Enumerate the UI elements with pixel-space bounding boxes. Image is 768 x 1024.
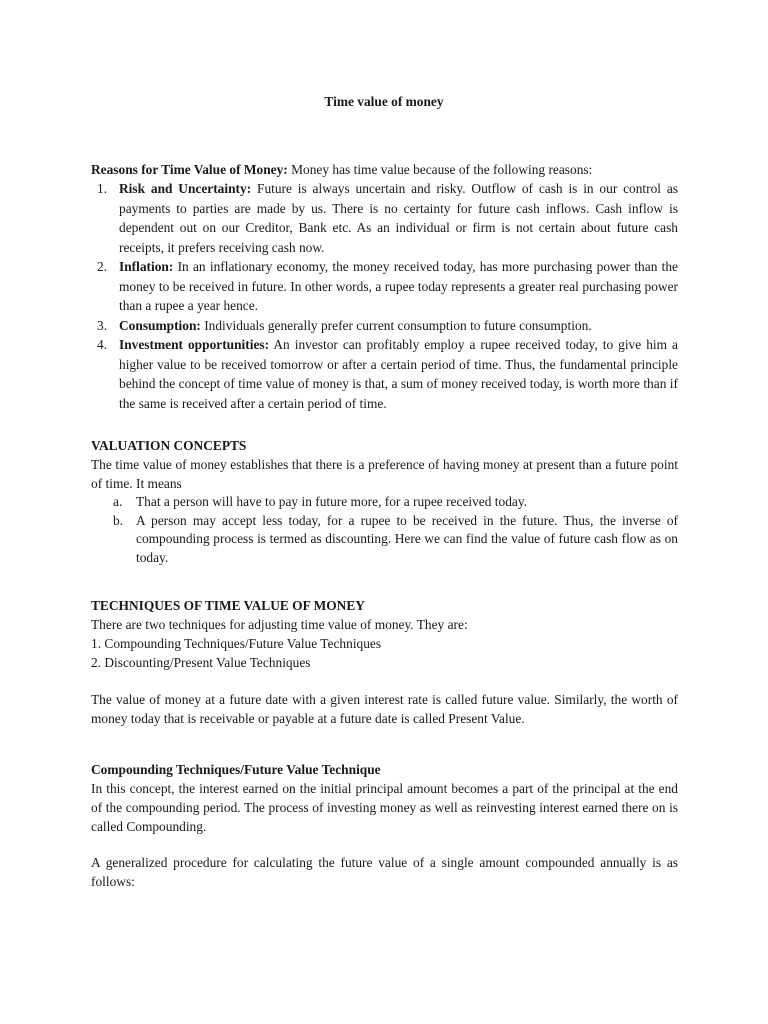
reason-text: In an inflationary economy, the money received today, has more purchasing power than the money to be received in future. In other words, a rupee today represents a greater real purchasing power than a rupee a year hence. (119, 259, 678, 313)
valuation-text: That a person will have to pay in future more, for a rupee received today. (136, 494, 528, 509)
compounding-heading: Compounding Techniques/Future Value Technique (91, 762, 381, 777)
reasons-heading: Reasons for Time Value of Money: (91, 162, 288, 177)
page-title: Time value of money (324, 94, 444, 109)
valuation-section (91, 436, 678, 567)
reason-number: 2. (97, 259, 108, 274)
technique-item-1: 1. Compounding Techniques/Future Value Techniques (91, 636, 382, 651)
reason-term: Risk and Uncertainty: (119, 181, 252, 196)
techniques-intro: There are two techniques for adjusting time value of money. They are: (91, 617, 468, 632)
valuation-item-a (91, 493, 678, 512)
valuation-letter: a. (113, 494, 123, 509)
reason-item-1 (91, 179, 678, 257)
techniques-section (91, 596, 678, 672)
techniques-heading: TECHNIQUES OF TIME VALUE OF MONEY (91, 598, 365, 613)
valuation-heading: VALUATION CONCEPTS (91, 438, 247, 453)
reason-text: An investor can profitably employ a rupee received today, to give him a higher value to be received tomorrow or after a certain period of time. Thus, the fundamental principle behind the concept of time value of money is that, a sum of money received today, is worth more than if the same is received after a certain period of time. (119, 337, 678, 411)
reason-number: 4. (97, 337, 108, 352)
valuation-letter: b. (113, 512, 124, 528)
reason-term: Inflation: (119, 259, 174, 274)
reasons-list (91, 179, 678, 413)
value-definition-paragraph: The value of money at a future date with a given interest rate is called future value. Similarly, the worth of money today that is receivable or payable at a future date is called Present Value. (91, 692, 678, 726)
reason-number: 3. (97, 317, 108, 333)
technique-item-2: 2. Discounting/Present Value Techniques (91, 655, 311, 670)
reasons-section (91, 160, 678, 413)
reason-term: Consumption: (119, 317, 201, 333)
reason-text: Future is always uncertain and risky. Outflow of cash is in our control as payments to parties are made by us. There is no certainty for future cash inflows. Cash inflow is dependent out on our Creditor, Bank etc. As an individual or firm is not certain about future cash receipts, it prefers receiving cash now. (119, 181, 679, 255)
compounding-paragraph: In this concept, the interest earned on the initial principal amount becomes a part of the principal at the end of the compounding period. The process of investing money as well as reinvesting interest earned there on is called Compounding. (91, 781, 678, 834)
compounding-section (91, 760, 678, 836)
reason-item-4 (91, 335, 678, 413)
valuation-list (91, 493, 678, 567)
procedure-paragraph: A generalized procedure for calculating the future value of a single amount compounded annually is as follows: (91, 855, 678, 889)
reason-number: 1. (97, 181, 108, 196)
valuation-item-b (91, 512, 678, 568)
valuation-text: A person may accept less today, for a rupee to be received in the future. Thus, the inverse of compounding process is termed as discounting. Here we can find the value of future cash flow as on today. (136, 512, 678, 565)
reason-term: Investment opportunities: (119, 337, 270, 352)
reasons-intro (91, 160, 678, 179)
reason-item-2 (91, 257, 678, 316)
reason-item-3 (91, 316, 678, 336)
valuation-intro: The time value of money establishes that there is a preference of having money at present than a future point of time. It means (91, 457, 678, 491)
reasons-intro-text: Money has time value because of the following reasons: (287, 162, 593, 177)
reason-text: Individuals generally prefer current consumption to future consumption. (200, 317, 592, 333)
